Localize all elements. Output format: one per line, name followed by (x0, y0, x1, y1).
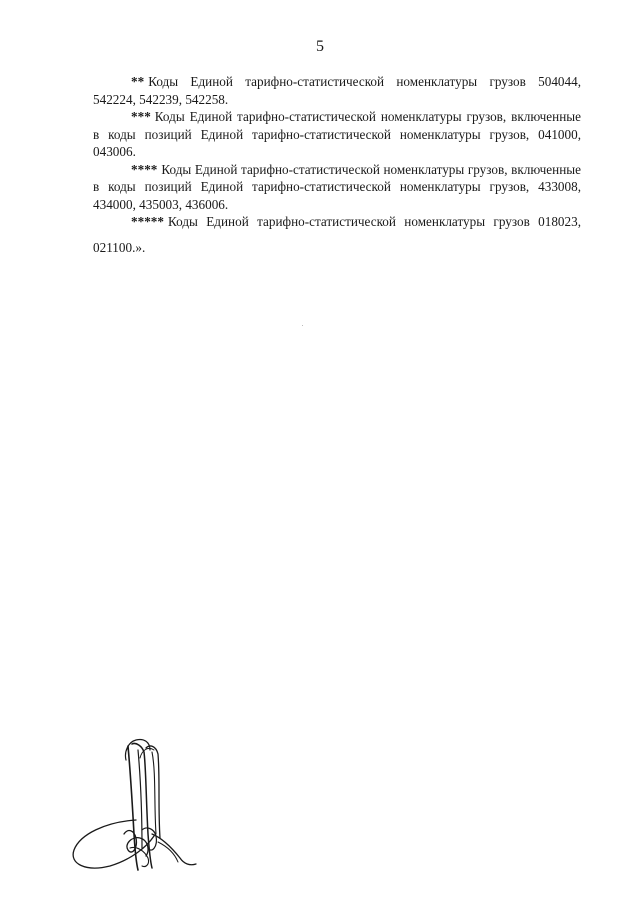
footnote-quintuple-asterisk (93, 209, 581, 261)
footnote-triple-asterisk (93, 108, 581, 161)
footnote-marker: *** (131, 109, 151, 124)
footnote-marker: ** (131, 74, 145, 89)
footnote-text: Коды Единой тарифно-статистической номенклатуры грузов 018023, 021100.». (93, 214, 581, 255)
scan-speck (302, 325, 303, 326)
page-number: 5 (316, 38, 324, 55)
footnote-text: Коды Единой тарифно-статистической номенклатуры грузов, включенные в коды позиций Единой тарифно-статистической номенклатуры грузов, 041000, 043006. (93, 109, 581, 159)
footnote-text: Коды Единой тарифно-статистической номенклатуры грузов 504044, 542224, 542239, 542258. (93, 74, 581, 107)
footnote-quadruple-asterisk (93, 161, 581, 214)
footnote-marker: ***** (131, 214, 164, 229)
handwritten-signature-icon (66, 738, 216, 873)
footnote-marker: **** (131, 161, 158, 177)
footnote-double-asterisk (93, 73, 581, 108)
footnote-text: Коды Единой тарифно-статистической номенклатуры грузов, включенные в коды позиций Единой тарифно-статистической номенклатуры грузов, 433008, 434000, 435003, 436006. (93, 161, 581, 212)
footnotes-block (93, 73, 581, 261)
